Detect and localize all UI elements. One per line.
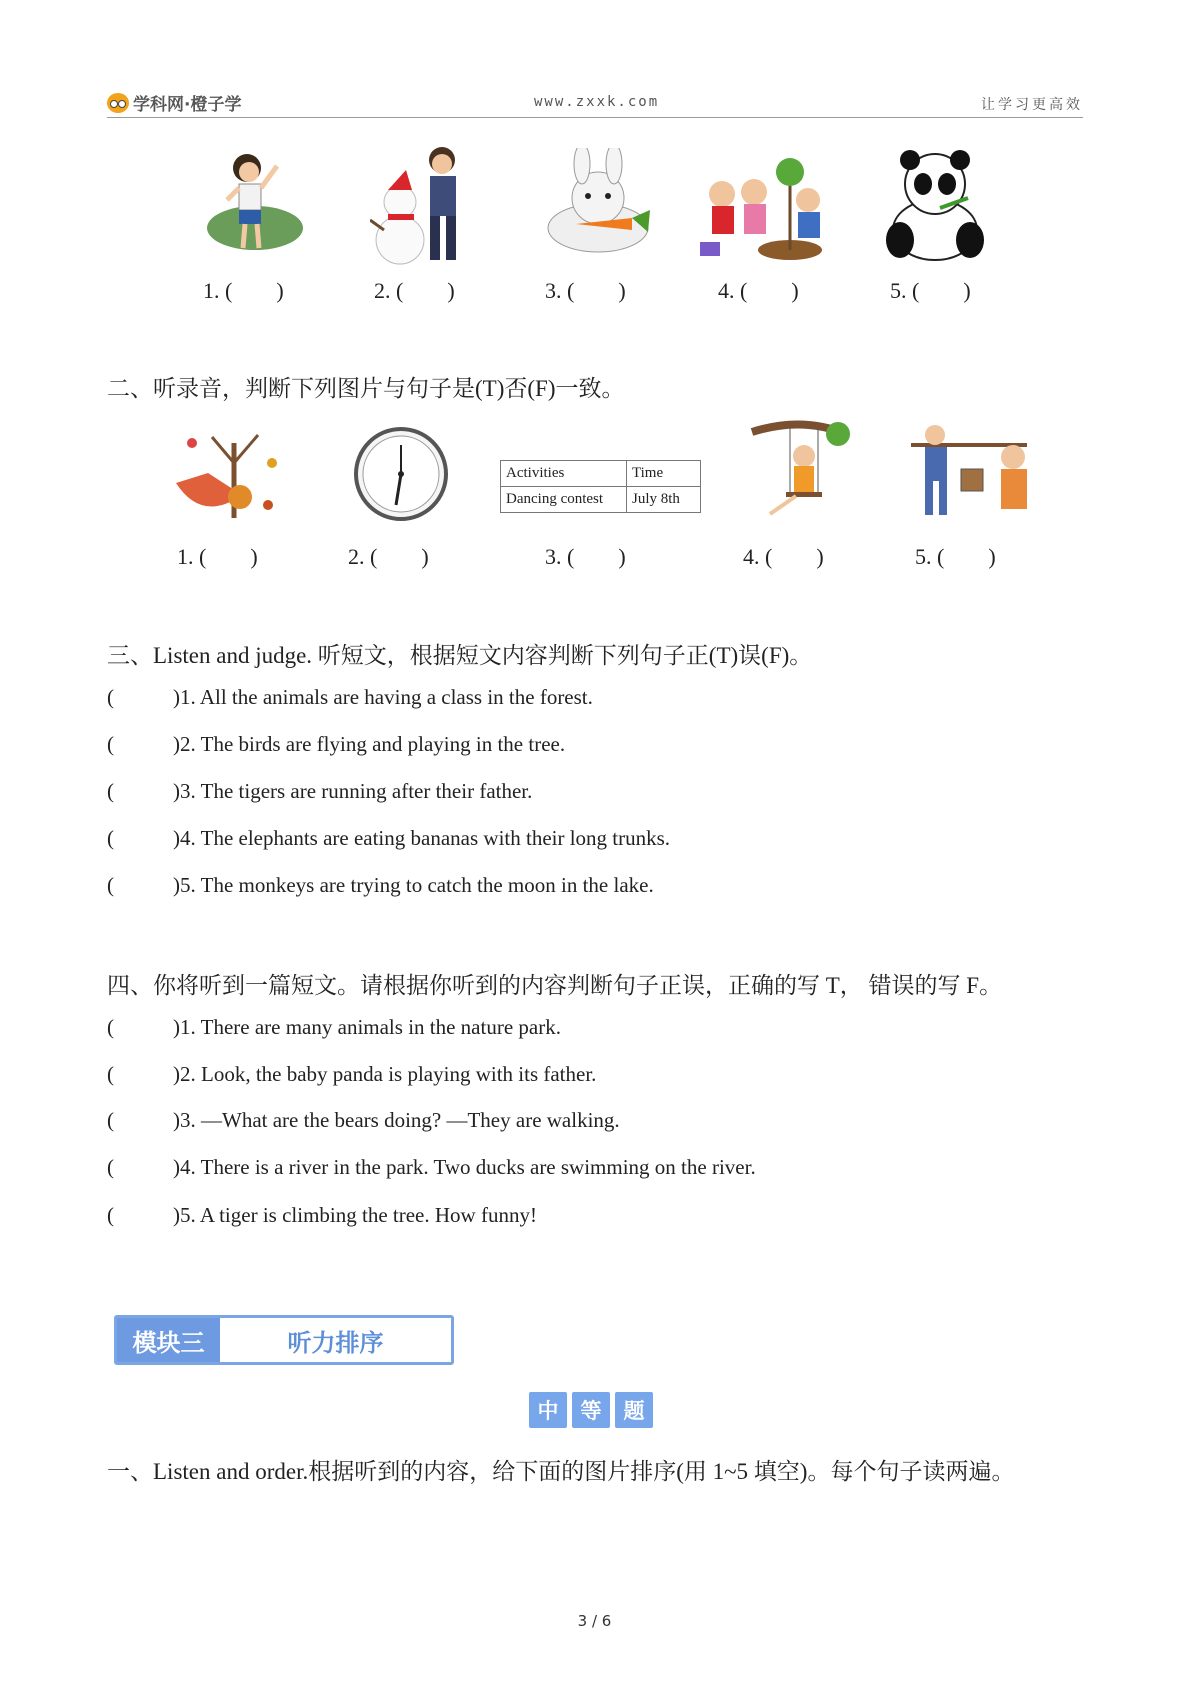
row2-label-5: 5. ( ) — [915, 544, 996, 569]
boy-building-snowman-picture — [370, 140, 480, 265]
girl-exercising-picture — [205, 148, 305, 258]
section3-item-3: ( )3. The tigers are running after their father. — [107, 779, 533, 803]
section4-item-5: ( )5. A tiger is climbing the tree. How funny! — [107, 1203, 537, 1227]
difficulty-char-3: 题 — [615, 1392, 653, 1428]
row1-label-3: 3. ( ) — [545, 278, 626, 303]
row2-label-4: 4. ( ) — [743, 544, 824, 569]
table-header-activities: Activities — [501, 461, 627, 487]
section5-title: 一、Listen and order.根据听到的内容，给下面的图片排序(用 1~5 填空)。每个句子读两遍。 — [107, 1459, 1015, 1484]
clock-picture — [352, 425, 450, 523]
row2-label-1: 1. ( ) — [177, 544, 258, 569]
module-banner — [114, 1315, 454, 1365]
page-header — [107, 88, 1083, 118]
table-cell-time: July 8th — [627, 487, 701, 513]
section4-item-4: ( )4. There is a river in the park. Two ducks are swimming on the river. — [107, 1155, 756, 1179]
section3-item-5: ( )5. The monkeys are trying to catch the moon in the lake. — [107, 873, 654, 897]
section4-item-3: ( )3. —What are the bears doing? —They are walking. — [107, 1108, 620, 1132]
row1-label-5: 5. ( ) — [890, 278, 971, 303]
module-title: 听力排序 — [287, 1328, 384, 1357]
difficulty-char-2: 等 — [572, 1392, 610, 1428]
section3-item-2: ( )2. The birds are flying and playing in the tree. — [107, 732, 566, 756]
row1-label-2: 2. ( ) — [374, 278, 455, 303]
section2-title: 二、听录音，判断下列图片与句子是(T)否(F)一致。 — [107, 376, 625, 401]
brand — [107, 90, 241, 115]
owl-logo-icon — [107, 93, 129, 113]
difficulty-badge — [529, 1392, 653, 1428]
rabbit-carrot-picture — [540, 148, 660, 258]
difficulty-char-1: 中 — [529, 1392, 567, 1428]
section3-title: 三、Listen and judge. 听短文，根据短文内容判断下列句子正(T)误(F)。 — [107, 643, 813, 668]
panda-bamboo-picture — [880, 148, 990, 263]
section4-title: 四、你将听到一篇短文。请根据你听到的内容判断句子正误，正确的写 T， 错误的写 F。 — [107, 973, 1003, 998]
man-carrying-water-picture — [905, 421, 1033, 521]
site-url: www.zxxk.com — [534, 94, 660, 110]
table-cell-activity: Dancing contest — [501, 487, 627, 513]
row1-label-1: 1. ( ) — [203, 278, 284, 303]
row1-label-4: 4. ( ) — [718, 278, 799, 303]
section4-item-2: ( )2. Look, the baby panda is playing with its father. — [107, 1062, 597, 1086]
table-header-time: Time — [627, 461, 701, 487]
page-number: 3 / 6 — [577, 1612, 612, 1630]
module-key: 模块三 — [117, 1318, 220, 1362]
section4-item-1: ( )1. There are many animals in the nature park. — [107, 1015, 561, 1039]
row2-label-3: 3. ( ) — [545, 544, 626, 569]
brand-text: 学科网·橙子学 — [133, 95, 242, 115]
autumn-tree-picture — [172, 423, 290, 523]
section3-item-1: ( )1. All the animals are having a class in the forest. — [107, 685, 593, 709]
slogan: 让学习更高效 — [981, 97, 1083, 113]
activity-table — [500, 460, 701, 513]
row2-label-2: 2. ( ) — [348, 544, 429, 569]
kids-planting-tree-picture — [700, 150, 830, 265]
girl-on-swing-picture — [742, 420, 850, 524]
section3-item-4: ( )4. The elephants are eating bananas with their long trunks. — [107, 826, 671, 850]
